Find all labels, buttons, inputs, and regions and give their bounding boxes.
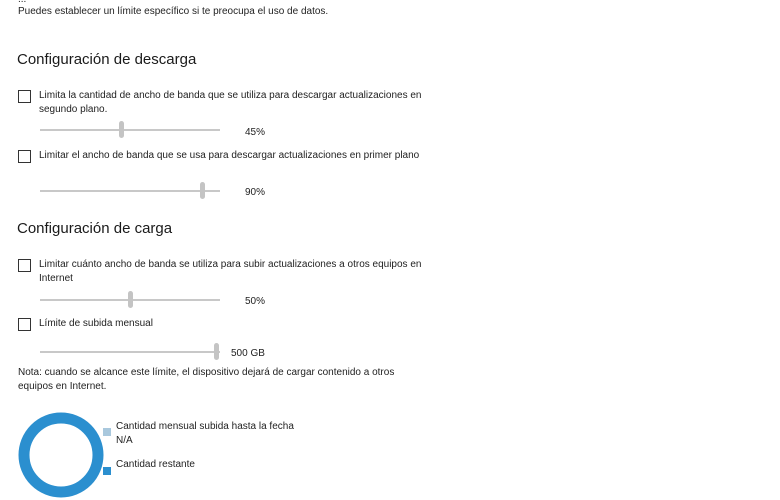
intro-text: Puedes establecer un límite específico si te preocupa el uso de datos. [18,6,329,17]
upload-monthly-value: 500 GB [231,348,265,359]
upload-internet-checkbox[interactable] [18,259,31,272]
upload-settings-title: Configuración de carga [17,220,173,237]
slider-thumb[interactable] [214,343,219,360]
legend-remaining-label: Cantidad restante [116,459,195,470]
legend-uploaded-swatch [103,428,111,436]
slider-thumb[interactable] [119,121,124,138]
legend-uploaded-value: N/A [116,435,133,446]
download-background-value: 45% [245,127,266,138]
remaining-ring [24,418,98,492]
usage-donut-chart [16,410,106,500]
download-foreground-checkbox[interactable] [18,150,31,163]
legend-remaining-swatch [103,467,111,475]
download-foreground-slider[interactable] [40,181,220,201]
download-foreground-value: 90% [245,187,266,198]
download-foreground-label: Limitar el ancho de banda que se usa para descargar actualizaciones en primer plano [39,150,420,161]
slider-thumb[interactable] [128,291,133,308]
legend-uploaded-label: Cantidad mensual subida hasta la fecha [116,421,294,432]
upload-monthly-checkbox[interactable] [18,318,31,331]
download-settings-title: Configuración de descarga [17,51,197,68]
upload-internet-value: 50% [245,296,266,307]
upload-internet-label: Limitar cuánto ancho de banda se utiliza para subir actualizaciones a otros equipos en Internet [39,259,422,284]
upload-monthly-slider[interactable] [40,342,220,362]
upload-internet-option [18,259,438,286]
upload-monthly-label: Límite de subida mensual [39,318,153,329]
upload-internet-slider[interactable] [40,290,220,310]
intro-text-partial [18,0,26,5]
slider-track [40,129,220,131]
upload-monthly-option [18,318,438,331]
slider-track [40,351,220,353]
download-background-option [18,90,438,117]
download-background-checkbox[interactable] [18,90,31,103]
slider-thumb[interactable] [200,182,205,199]
upload-limit-note: Nota: cuando se alcance este límite, el dispositivo dejará de cargar contenido a otros equipos en Internet. [18,367,395,392]
download-background-label: Limita la cantidad de ancho de banda que se utiliza para descargar actualizaciones en segundo plano. [39,90,422,115]
download-foreground-option [18,150,438,163]
download-background-slider[interactable] [40,120,220,140]
slider-track [40,190,220,192]
